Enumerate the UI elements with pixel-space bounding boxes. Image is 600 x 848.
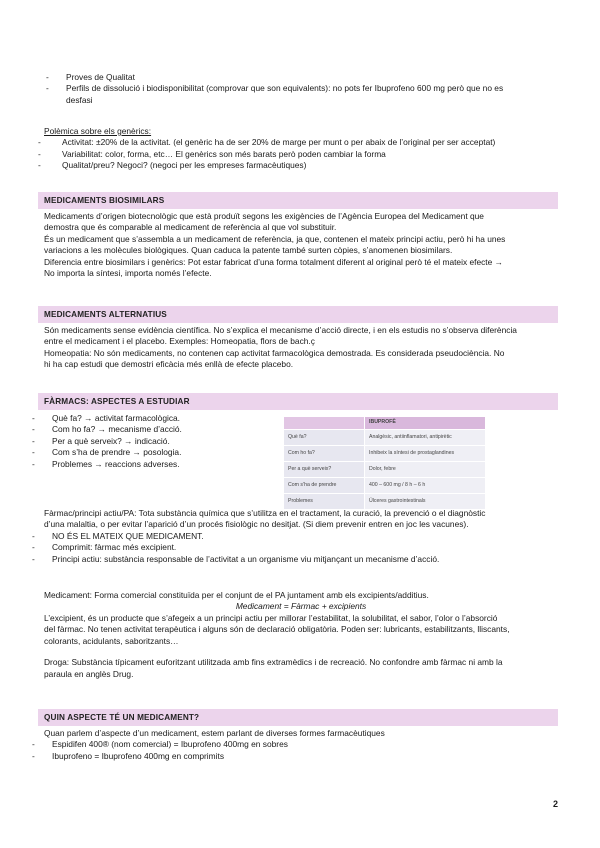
biosimilars-text (44, 211, 558, 280)
ibuprofe-table (283, 416, 486, 510)
list-item: - Ibuprofeno = Ibuprofeno 400mg en comprimits (32, 750, 225, 761)
list-item: - Variabilitat: color, forma, etc… El genèrics son més barats però poden cambiar la forma (38, 148, 386, 159)
text-line: Diferencia entre biosimilars i genèrics: Pot estar fabricat d’una forma totalment diferent al original però té el mateix efecte → (44, 256, 503, 267)
text-line: variacions a les molècules biològiques. Quan caduca la patente també surten còpies, s’anomenen biosimilars. (44, 245, 453, 256)
formula-line: Medicament = Fàrmac + excipients (235, 601, 367, 612)
text-line: És un medicament que s’assembla a un medicament de referència, ja que, contenen el mateix principi actiu, però hi ha unes (44, 233, 506, 244)
list-item: - Comprimit: fàrmac més excipient. (32, 542, 177, 553)
table-cell-value: 400 – 600 mg / 8 h – 6 h (365, 478, 486, 494)
section-header-alternatius: MEDICAMENTS ALTERNATIUS (38, 306, 558, 323)
text-line: Fàrmac/principi actiu/PA: Tota substància química que s’utilitza en el tractament, la curació, la prevenció o el diagnòstic (44, 508, 486, 518)
table-cell-key: Problemes (284, 494, 365, 510)
text-line: Medicament: Forma comercial constituïda per el conjunt de el PA juntament amb els excipients/additius. (44, 590, 429, 600)
polemica-title: Polèmica sobre els genèrics: (44, 126, 152, 136)
list-item: - Principi actiu: substància responsable de l’activitat a un organisme viu mitjançant un mecanisme d’acció. (32, 553, 440, 564)
text-line: L’excipient, és un producte que s’afegeix a un principi actiu per millorar l’estabilitat, la solubilitat, el sabor, l’olor o l’absorció (44, 612, 498, 623)
text-line: del fàrmac. No tenen activitat terapèutica i alguns són de declaració obligatòria. Poden ser: lubricants, estabilitzants, lliscants, (44, 624, 510, 635)
table-cell-key: Com ho fa? (284, 446, 365, 462)
text-line: paraula en anglès Drug. (44, 668, 134, 679)
text-line: Droga: Substància típicament euforitzant utilitzada amb fins extramèdics i de recreació. No confondre amb fàrmac ni amb la (44, 657, 503, 668)
polemica-section (38, 126, 558, 172)
text-line: colorants, acidulants, saboritzants… (44, 635, 179, 646)
table-row (284, 478, 486, 494)
list-item: - Activitat: ±20% de la activitat. (el genèric ha de ser 20% de marge per munt o per abaix de l’original per ser acceptat) (38, 137, 496, 148)
text-line: d’una malaltia, o per evitar l’aparició d’un procés fisiològic no desitjat. (Si diem prevenir entren en joc les vacunes). (44, 519, 469, 530)
table-header-empty (284, 417, 365, 430)
list-item: - Com ho fa? → mecanisme d’acció. (32, 424, 182, 435)
medicament-section (44, 590, 558, 680)
table-cell-value: Analgèsic, antiinflamatori, antipirètic (365, 430, 486, 446)
table-cell-value: Inhibeix la síntesi de prostaglandines (365, 446, 486, 462)
text-line: Medicaments d’origen biotecnològic que està produït segons les exigències de l’Agència Europea del Medicament que (44, 211, 484, 221)
list-item: - Proves de Qualitat (46, 72, 135, 82)
text-line: No importa la síntesi, importa només l’efecte. (44, 268, 212, 279)
list-item: - Espidifen 400® (nom comercial) = Ibuprofeno 400mg en sobres (32, 739, 288, 750)
section-header-farmacs: FÀRMACS: ASPECTES A ESTUDIAR (38, 393, 558, 410)
list-item-continuation: desfasi (66, 94, 93, 105)
text-line: entre el medicament i el placebo. Exemples: Homeopatia, flors de bach.ç (44, 336, 315, 347)
table-header-cell: IBUPROFÈ (365, 417, 486, 430)
page-number: 2 (552, 799, 558, 809)
table-row (284, 446, 486, 462)
aspecte-section (32, 728, 558, 762)
section-header-biosimilars: MEDICAMENTS BIOSIMILARS (38, 192, 558, 209)
text-line: Quan parlem d’aspecte d’un medicament, estem parlant de diverses formes farmacèutiques (44, 728, 385, 738)
farmacs-list (32, 413, 274, 470)
list-item: - Per a què serveix? → indicació. (32, 435, 170, 446)
table-cell-key: Què fa? (284, 430, 365, 446)
table-cell-key: Per a què serveix? (284, 462, 365, 478)
table-cell-value: Úlceres gastrointestinals (365, 494, 486, 510)
table-row (284, 462, 486, 478)
list-item: - Com s’ha de prendre → posologia. (32, 447, 182, 458)
table-cell-key: Com s’ha de prendre (284, 478, 365, 494)
table-header-row (284, 417, 486, 430)
list-item: - NO ÉS EL MATEIX QUE MEDICAMENT. (32, 530, 204, 541)
table-row (284, 430, 486, 446)
text-line: demostra que és comparable al medicament de referència al que vol substituir. (44, 222, 337, 233)
text-line: Són medicaments sense evidència científica. No s’explica el mecanisme d’acció directe, i en els estudis no s’observa diferència (44, 325, 517, 335)
text-line: Homeopatia: No són medicaments, no contenen cap activitat farmacològica demostrada. Es considerada pseudociència. No (44, 347, 505, 358)
section-header-aspecte: QUIN ASPECTE TÉ UN MEDICAMENT? (38, 709, 558, 726)
alternatius-text (44, 325, 558, 371)
list-item: - Qualitat/preu? Negoci? (negoci per les empreses farmacèutiques) (38, 160, 307, 171)
list-item: - Problemes → reaccions adverses. (32, 458, 180, 469)
text-line: hi ha cap estudi que demostri eficàcia més enllà de efecte placebo. (44, 359, 294, 370)
list-item: - Perfils de dissolució i biodisponibilitat (comprovar que son equivalents): no pots fer Ibuprofeno 600 mg però que no es (46, 83, 504, 94)
principi-section (32, 508, 558, 565)
table-cell-value: Dolor, febre (365, 462, 486, 478)
top-list (44, 72, 558, 106)
list-item: - Què fa? → activitat farmacològica. (32, 413, 181, 423)
